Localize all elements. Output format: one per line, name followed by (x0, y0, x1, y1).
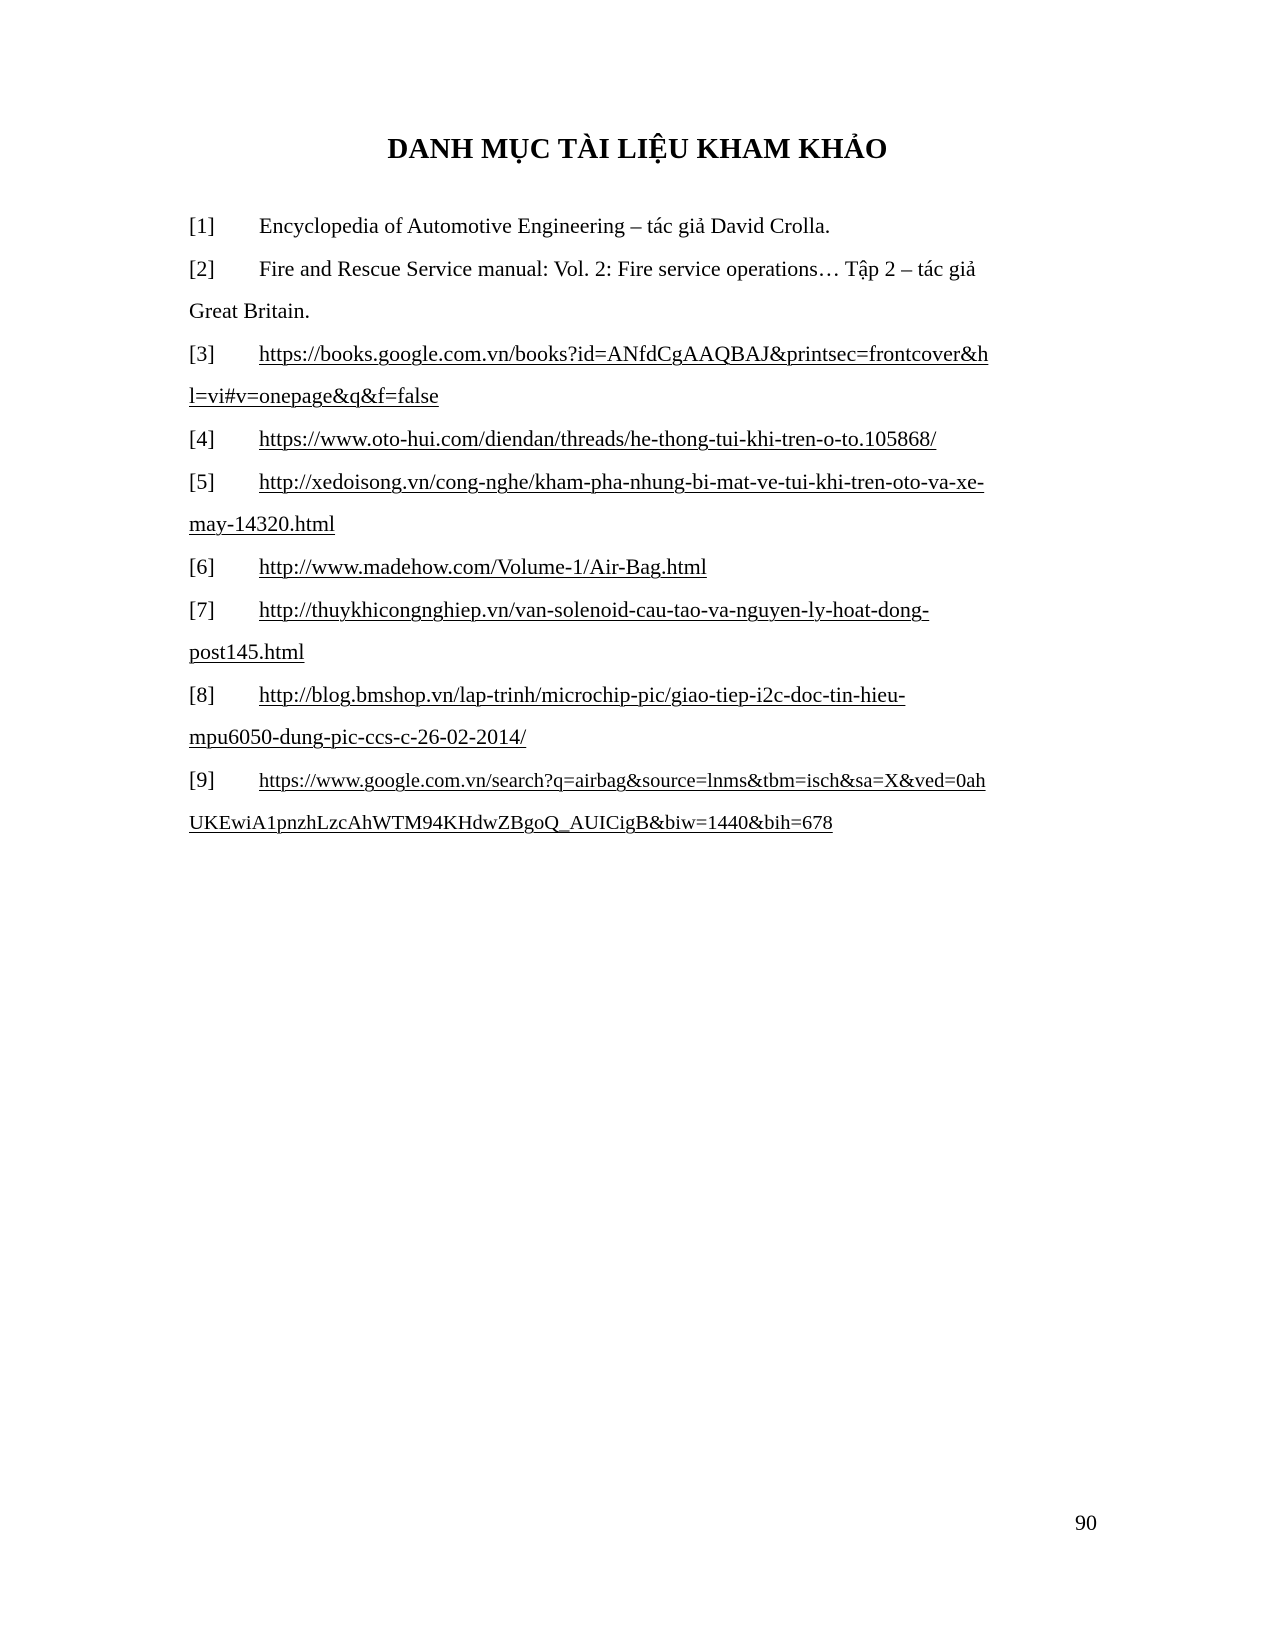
reference-link[interactable]: https://books.google.com.vn/books?id=ANfdCgAAQBAJ&printsec=frontcover&h (259, 341, 989, 366)
reference-link-continued[interactable]: mpu6050-dung-pic-ccs-c-26-02-2014/ (189, 724, 527, 749)
reference-number: [4] (189, 426, 215, 451)
reference-link-continued[interactable]: post145.html (189, 639, 305, 664)
reference-link[interactable]: http://blog.bmshop.vn/lap-trinh/microchip-pic/giao-tiep-i2c-doc-tin-hieu- (259, 682, 906, 707)
reference-link[interactable]: http://thuykhicongnghiep.vn/van-solenoid-cau-tao-va-nguyen-ly-hoat-dong- (259, 597, 930, 622)
reference-number: [1] (189, 213, 215, 238)
reference-item-8 (189, 674, 1104, 758)
page-title: DANH MỤC TÀI LIỆU KHAM KHẢO (387, 133, 888, 165)
reference-text: Encyclopedia of Automotive Engineering – tác giả David Crolla. (259, 213, 831, 238)
reference-link-continued[interactable]: l=vi#v=onepage&q&f=false (189, 383, 439, 408)
reference-item-2 (189, 248, 1104, 332)
reference-item-9 (189, 759, 1104, 844)
reference-link-continued[interactable]: may-14320.html (189, 511, 336, 536)
reference-item-3 (189, 333, 1104, 417)
reference-item-4 (189, 418, 1104, 460)
reference-number: [7] (189, 597, 215, 622)
reference-item-5 (189, 461, 1104, 545)
reference-number: [2] (189, 256, 215, 281)
reference-link[interactable]: https://www.oto-hui.com/diendan/threads/he-thong-tui-khi-tren-o-to.105868/ (259, 426, 937, 451)
reference-list (189, 205, 1104, 845)
page-number: 90 (1075, 1510, 1097, 1535)
reference-item-7 (189, 589, 1104, 673)
reference-item-6 (189, 546, 1104, 588)
reference-number: [3] (189, 341, 215, 366)
reference-number: [5] (189, 469, 215, 494)
reference-number: [8] (189, 682, 215, 707)
reference-text-continued: Great Britain. (189, 298, 310, 323)
reference-link-continued[interactable]: UKEwiA1pnzhLzcAhWTM94KHdwZBgoQ_AUICigB&biw=1440&bih=678 (189, 812, 833, 834)
reference-number: [6] (189, 554, 215, 579)
reference-item-1 (189, 205, 1104, 247)
reference-link[interactable]: https://www.google.com.vn/search?q=airbag&source=lnms&tbm=isch&sa=X&ved=0ah (259, 770, 986, 792)
reference-link[interactable]: http://xedoisong.vn/cong-nghe/kham-pha-nhung-bi-mat-ve-tui-khi-tren-oto-va-xe- (259, 469, 985, 494)
reference-link[interactable]: http://www.madehow.com/Volume-1/Air-Bag.html (259, 554, 707, 579)
reference-number: [9] (189, 767, 215, 792)
reference-text: Fire and Rescue Service manual: Vol. 2: Fire service operations… Tập 2 – tác giả (259, 256, 976, 281)
